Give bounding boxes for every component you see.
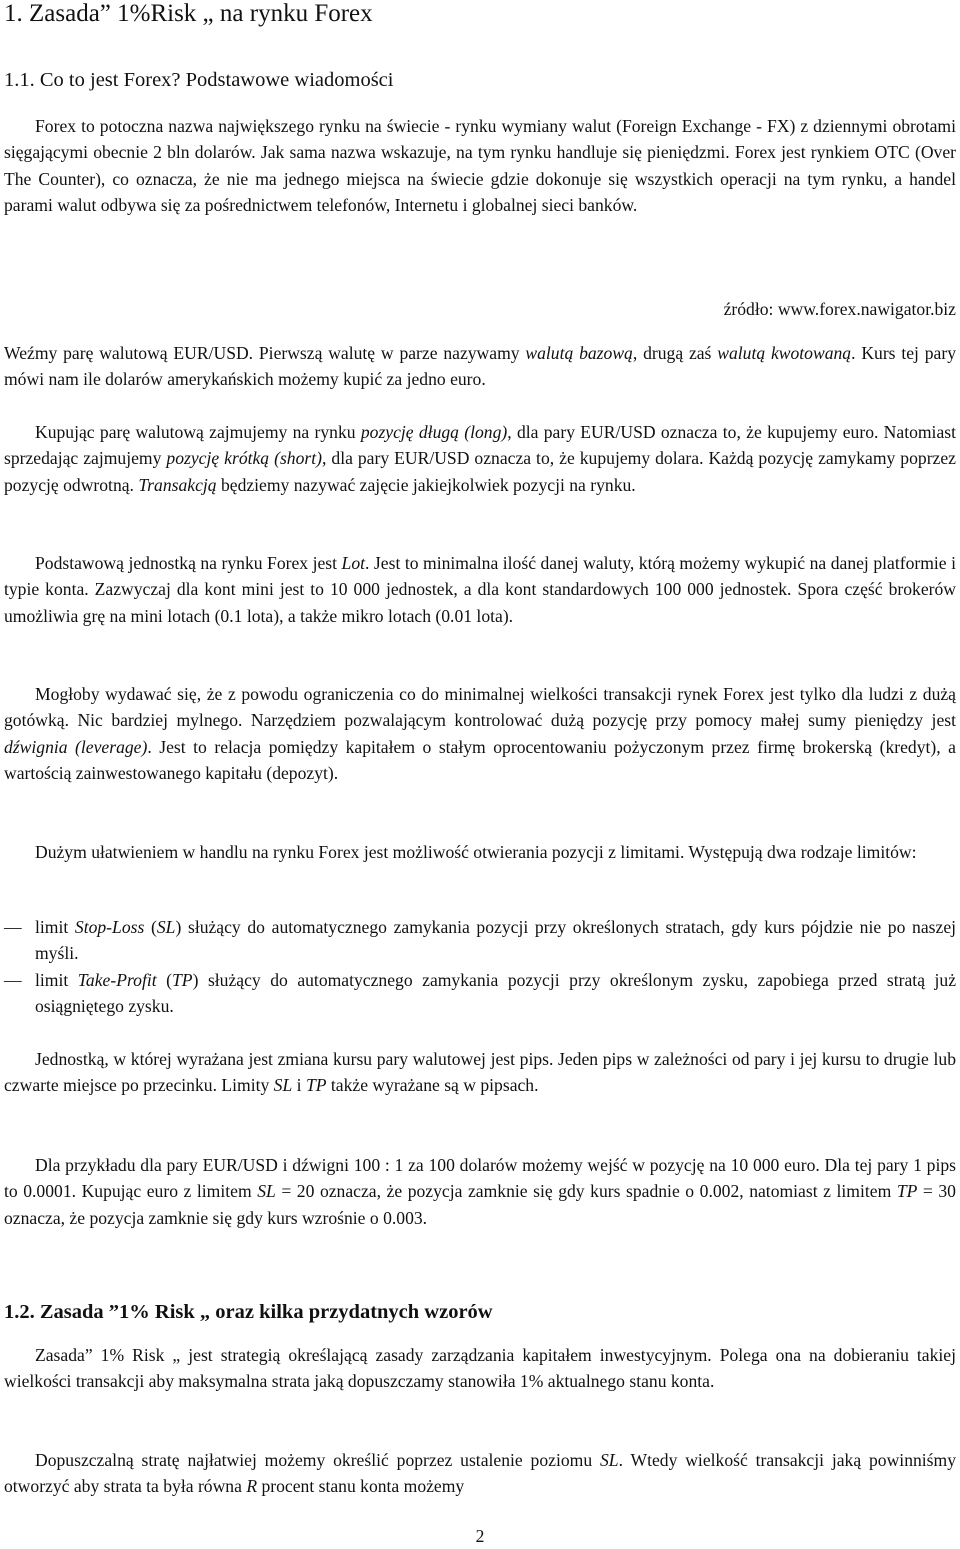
- text-span: Forex jest rynkiem OTC (Over The Counter), co oznacza, że nie ma jednego miejsca na świecie gdzie dokonuje się wszystkich operacji na tym rynku, a handel parami walut odbywa się za pośrednictwem telefonów, Internetu i globalnej sieci banków.: [4, 142, 956, 215]
- paragraph-allowable-loss: [4, 1447, 956, 1500]
- text-span: Jak sama nazwa wskazuje, na tym rynku handluje się pieniędzmi.: [260, 142, 735, 163]
- list-item-take-profit: [4, 967, 956, 1020]
- text-span: ) służący do automatycznego zamykania pozycji przy określonym zysku, zapobiega przed stratą już osiągniętego zysku.: [35, 970, 957, 1017]
- text-span: . Kurs tej pary mówi nam ile dolarów amerykańskich możemy kupić za jedno euro.: [4, 343, 957, 390]
- dash-bullet: —: [4, 917, 22, 937]
- term-r: R: [246, 1476, 258, 1497]
- paragraph-currency-pair: [4, 340, 956, 393]
- term-sl: SL: [599, 1450, 619, 1470]
- term-sl: SL: [156, 917, 176, 937]
- text-span: (: [156, 970, 173, 990]
- text-span: (: [144, 917, 157, 937]
- paragraph-limits: Dużym ułatwieniem w handlu na rynku Forex jest możliwość otwierania pozycji z limitami. Występują dwa rodzaje limitów:: [35, 842, 917, 862]
- paragraph-pips: [4, 1046, 956, 1099]
- term-short-position: pozycję krótką (short): [166, 448, 322, 469]
- term-take-profit: Take-Profit: [77, 970, 157, 990]
- text-span: = 20 oznacza, że pozycja zamknie się gdy kurs spadnie o 0.002, natomiast z limitem: [275, 1181, 897, 1202]
- text-span: Jednostką, w której wyrażana jest zmiana kursu pary walutowej jest pips. Jeden pips w zależności od pary i jej kursu to drugie lub czwarte miejsce po przecinku. Limity: [4, 1049, 956, 1096]
- section-title-1-1: 1.1. Co to jest Forex? Podstawowe wiadomości: [4, 69, 394, 91]
- term-base-currency: walutą bazową: [525, 343, 633, 363]
- chapter-heading: 1. Zasada” 1%Risk „ na rynku Forex: [4, 0, 373, 27]
- term-tp: TP: [896, 1181, 918, 1202]
- text-span: będziemy nazywać zajęcie jakiejkolwiek pozycji na rynku.: [216, 474, 636, 495]
- text-span: ) służący do automatycznego zamykania pozycji przy określonych stratach, gdy kurs pójdzie nie po naszej myśli.: [35, 917, 957, 964]
- text-span: procent stanu konta możemy: [257, 1476, 465, 1497]
- text-span: Podstawową jednostką na rynku Forex jest: [35, 553, 342, 573]
- term-sl: SL: [273, 1075, 293, 1096]
- term-lot: Lot: [341, 553, 366, 573]
- list-item-text: [35, 967, 956, 1020]
- text-span: , dla pary EUR/USD oznacza to, że kupujemy dolara. Każdą pozycję zamykamy poprzez pozycję odwrotną.: [4, 448, 956, 495]
- term-tp: TP: [305, 1075, 327, 1096]
- text-span: Dopuszczalną stratę najłatwiej możemy określić poprzez ustalenie poziomu: [35, 1450, 600, 1470]
- text-span: Weźmy parę walutową EUR/USD. Pierwszą walutę w parze nazywamy: [4, 343, 526, 363]
- text-span: i: [292, 1075, 306, 1096]
- paragraph-lot: [4, 550, 956, 629]
- text-span: Kupując parę walutową zajmujemy na rynku: [35, 422, 361, 442]
- term-long-position: pozycję długą (long): [360, 422, 508, 442]
- list-item-stop-loss: [4, 914, 956, 967]
- term-stop-loss: Stop-Loss: [74, 917, 145, 937]
- text-span: Mogłoby wydawać się, że z powodu ograniczenia co do minimalnej wielkości transakcji rynek Forex jest tylko dla ludzi z dużą gotówką. Nic bardziej mylnego. Narzędziem pozwalającym kontrolować dużą pozycję przy pomocy małej sumy pieniędzy jest: [4, 684, 956, 731]
- text-span: Forex to potoczna nazwa największego rynku na świecie - rynku wymiany walut (Foreign Exchange - FX) z dziennymi obrotami sięgającymi obecnie 2 bln dolarów.: [4, 116, 956, 163]
- page-number: 2: [475, 1526, 485, 1546]
- term-tp: TP: [172, 970, 193, 990]
- text-span: . Jest to relacja pomiędzy kapitałem o stałym oprocentowaniu pożyczonym przez firmę brokerską (kredyt), a wartością zainwestowanego kapitału (depozyt).: [4, 736, 956, 783]
- paragraph-forex-intro: [4, 113, 956, 218]
- paragraph-one-percent-rule: Zasada” 1% Risk „ jest strategią określającą zasady zarządzania kapitałem inwestycyjnym. Polega ona na dobieraniu takiej wielkości transakcji aby maksymalna strata jaką dopuszczamy stanowiła 1% aktualnego stanu konta.: [4, 1345, 956, 1392]
- text-span: = 30 oznacza, że pozycja zamknie się gdy kurs wzrośnie o 0.003.: [4, 1181, 956, 1228]
- term-quote-currency: walutą kwotowaną: [717, 343, 852, 363]
- term-sl: SL: [257, 1181, 276, 1202]
- text-span: , dla pary EUR/USD oznacza to, że kupujemy euro. Natomiast sprzedając zajmujemy: [4, 422, 956, 469]
- text-span: limit: [35, 917, 75, 937]
- text-span: , drugą zaś: [632, 343, 718, 363]
- text-span: . Jest to minimalna ilość danej waluty, którą możemy wykupić na danej platformie i typie konta. Zazwyczaj dla kont mini jest to 10 000 jednostek, a dla kont standardowych 100 000 jednostek. Spora część brokerów umożliwia grę na mini lotach (0.1 lota), a także mikro lotach (0.01 lota).: [4, 553, 957, 626]
- text-span: także wyrażane są w pipsach.: [326, 1075, 539, 1096]
- text-span: limit: [35, 970, 78, 990]
- dash-bullet: —: [4, 970, 22, 990]
- paragraph-leverage: [4, 681, 956, 786]
- term-leverage: dźwignia (leverage): [4, 736, 148, 757]
- source-citation: źródło: www.forex.nawigator.biz: [723, 299, 956, 319]
- paragraph-example: [4, 1152, 956, 1231]
- text-span: . Wtedy wielkość transakcji jaką powinniśmy otworzyć aby strata ta była równa: [4, 1450, 956, 1497]
- text-span: Dla przykładu dla pary EUR/USD i dźwigni 100 : 1 za 100 dolarów możemy wejść w pozycję na 10 000 euro. Dla tej pary 1 pips to 0.0001. Kupując euro z limitem: [4, 1155, 956, 1202]
- list-item-text: [35, 914, 956, 967]
- term-transaction: Transakcją: [138, 474, 217, 495]
- paragraph-long-short: [4, 419, 956, 498]
- section-title-1-2: 1.2. Zasada ”1% Risk „ oraz kilka przydatnych wzorów: [4, 1301, 493, 1323]
